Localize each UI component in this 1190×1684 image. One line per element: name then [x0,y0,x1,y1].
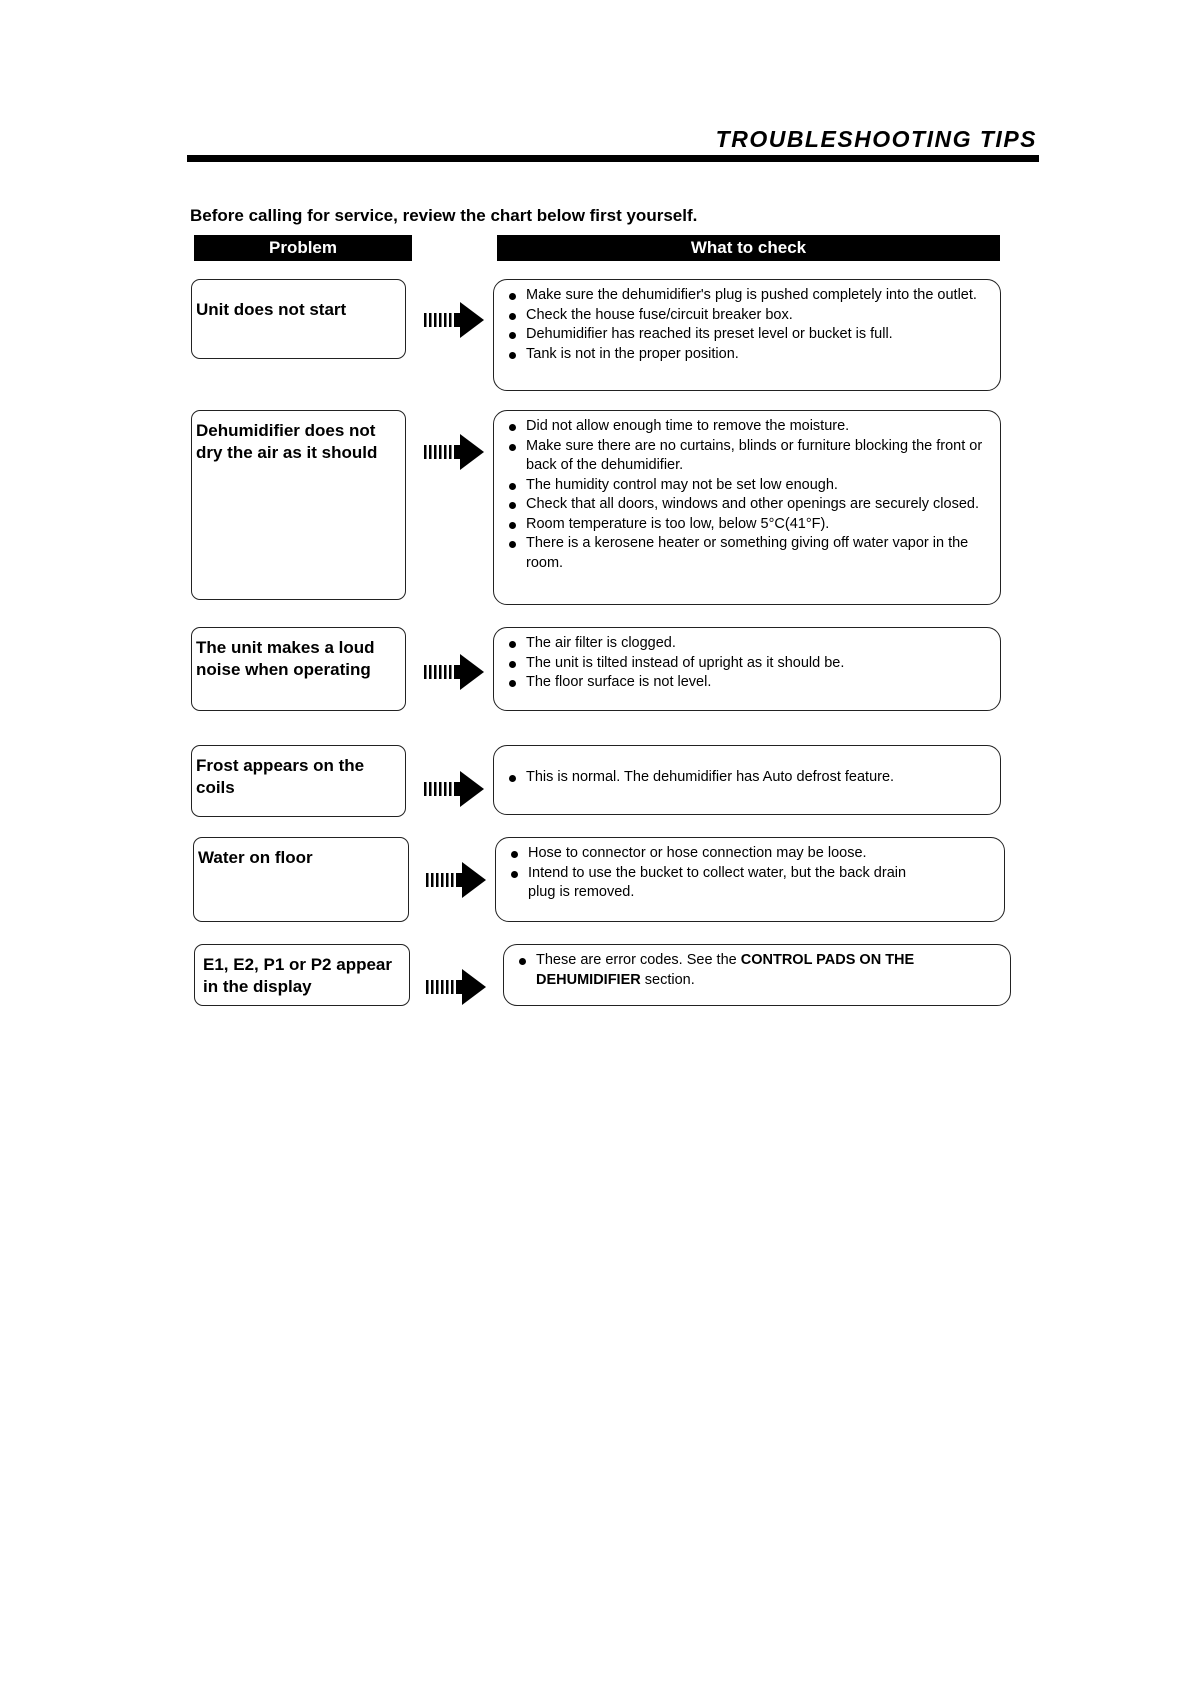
check-item: Did not allow enough time to remove the moisture. [506,417,996,437]
arrow-icon [426,967,488,1007]
problem-unit-does-not-start [191,279,406,359]
arrow-icon [424,769,486,809]
control-pads-reference: CONTROL PADS ON THE DEHUMIDIFIER [536,952,915,988]
problem-column-header: Problem [194,235,412,261]
check-item: Make sure there are no curtains, blinds or furniture blocking the front or back of the dehumidifier. [506,437,996,476]
page-title: TROUBLESHOOTING TIPS [715,126,1037,152]
arrow-icon [426,860,488,900]
checks-frost-on-coils [493,745,1001,815]
check-item: Intend to use the bucket to collect water, but the back drain plug is removed. [508,864,1000,903]
arrow-icon [424,652,486,692]
check-item: Room temperature is too low, below 5°C(41°F). [506,515,996,535]
problem-error-codes [194,944,410,1006]
check-item: Check the house fuse/circuit breaker box. [506,306,996,326]
check-item: The humidity control may not be set low enough. [506,476,996,496]
checks-loud-noise [493,627,1001,711]
check-item: Hose to connector or hose connection may be loose. [508,844,1000,864]
checks-does-not-dry-air [493,410,1001,605]
title-rule [187,155,1039,162]
checks-unit-does-not-start [493,279,1001,391]
problem-label: Water on floor [198,848,313,867]
problem-label: Dehumidifier does not dry the air as it should [196,421,378,462]
check-column-header: What to check [497,235,1000,261]
check-item: There is a kerosene heater or something giving off water vapor in the room. [506,534,996,573]
check-item: The floor surface is not level. [506,673,996,693]
problem-label: The unit makes a loud noise when operating [196,638,375,679]
arrow-icon [424,432,486,472]
problem-label: Frost appears on the coils [196,756,365,797]
check-item: This is normal. The dehumidifier has Auto defrost feature. [506,768,996,788]
intro-text: Before calling for service, review the chart below first yourself. [190,206,698,225]
check-item: Check that all doors, windows and other openings are securely closed. [506,495,996,515]
problem-loud-noise [191,627,406,711]
checks-water-on-floor [495,837,1005,922]
problem-does-not-dry-air [191,410,406,600]
arrow-icon [424,300,486,340]
check-item: Dehumidifier has reached its preset level or bucket is full. [506,325,996,345]
check-text: These are error codes. See the [536,952,741,968]
checks-error-codes [503,944,1011,1006]
check-item: Make sure the dehumidifier's plug is pushed completely into the outlet. [506,286,996,306]
check-item [516,951,1006,990]
check-item: The unit is tilted instead of upright as it should be. [506,654,996,674]
problem-water-on-floor [193,837,409,922]
problem-label: Unit does not start [196,300,347,319]
check-item: Tank is not in the proper position. [506,345,996,365]
problem-frost-on-coils [191,745,406,817]
check-text: section. [640,971,695,988]
check-item: The air filter is clogged. [506,634,996,654]
problem-label: E1, E2, P1 or P2 appear in the display [203,955,392,996]
